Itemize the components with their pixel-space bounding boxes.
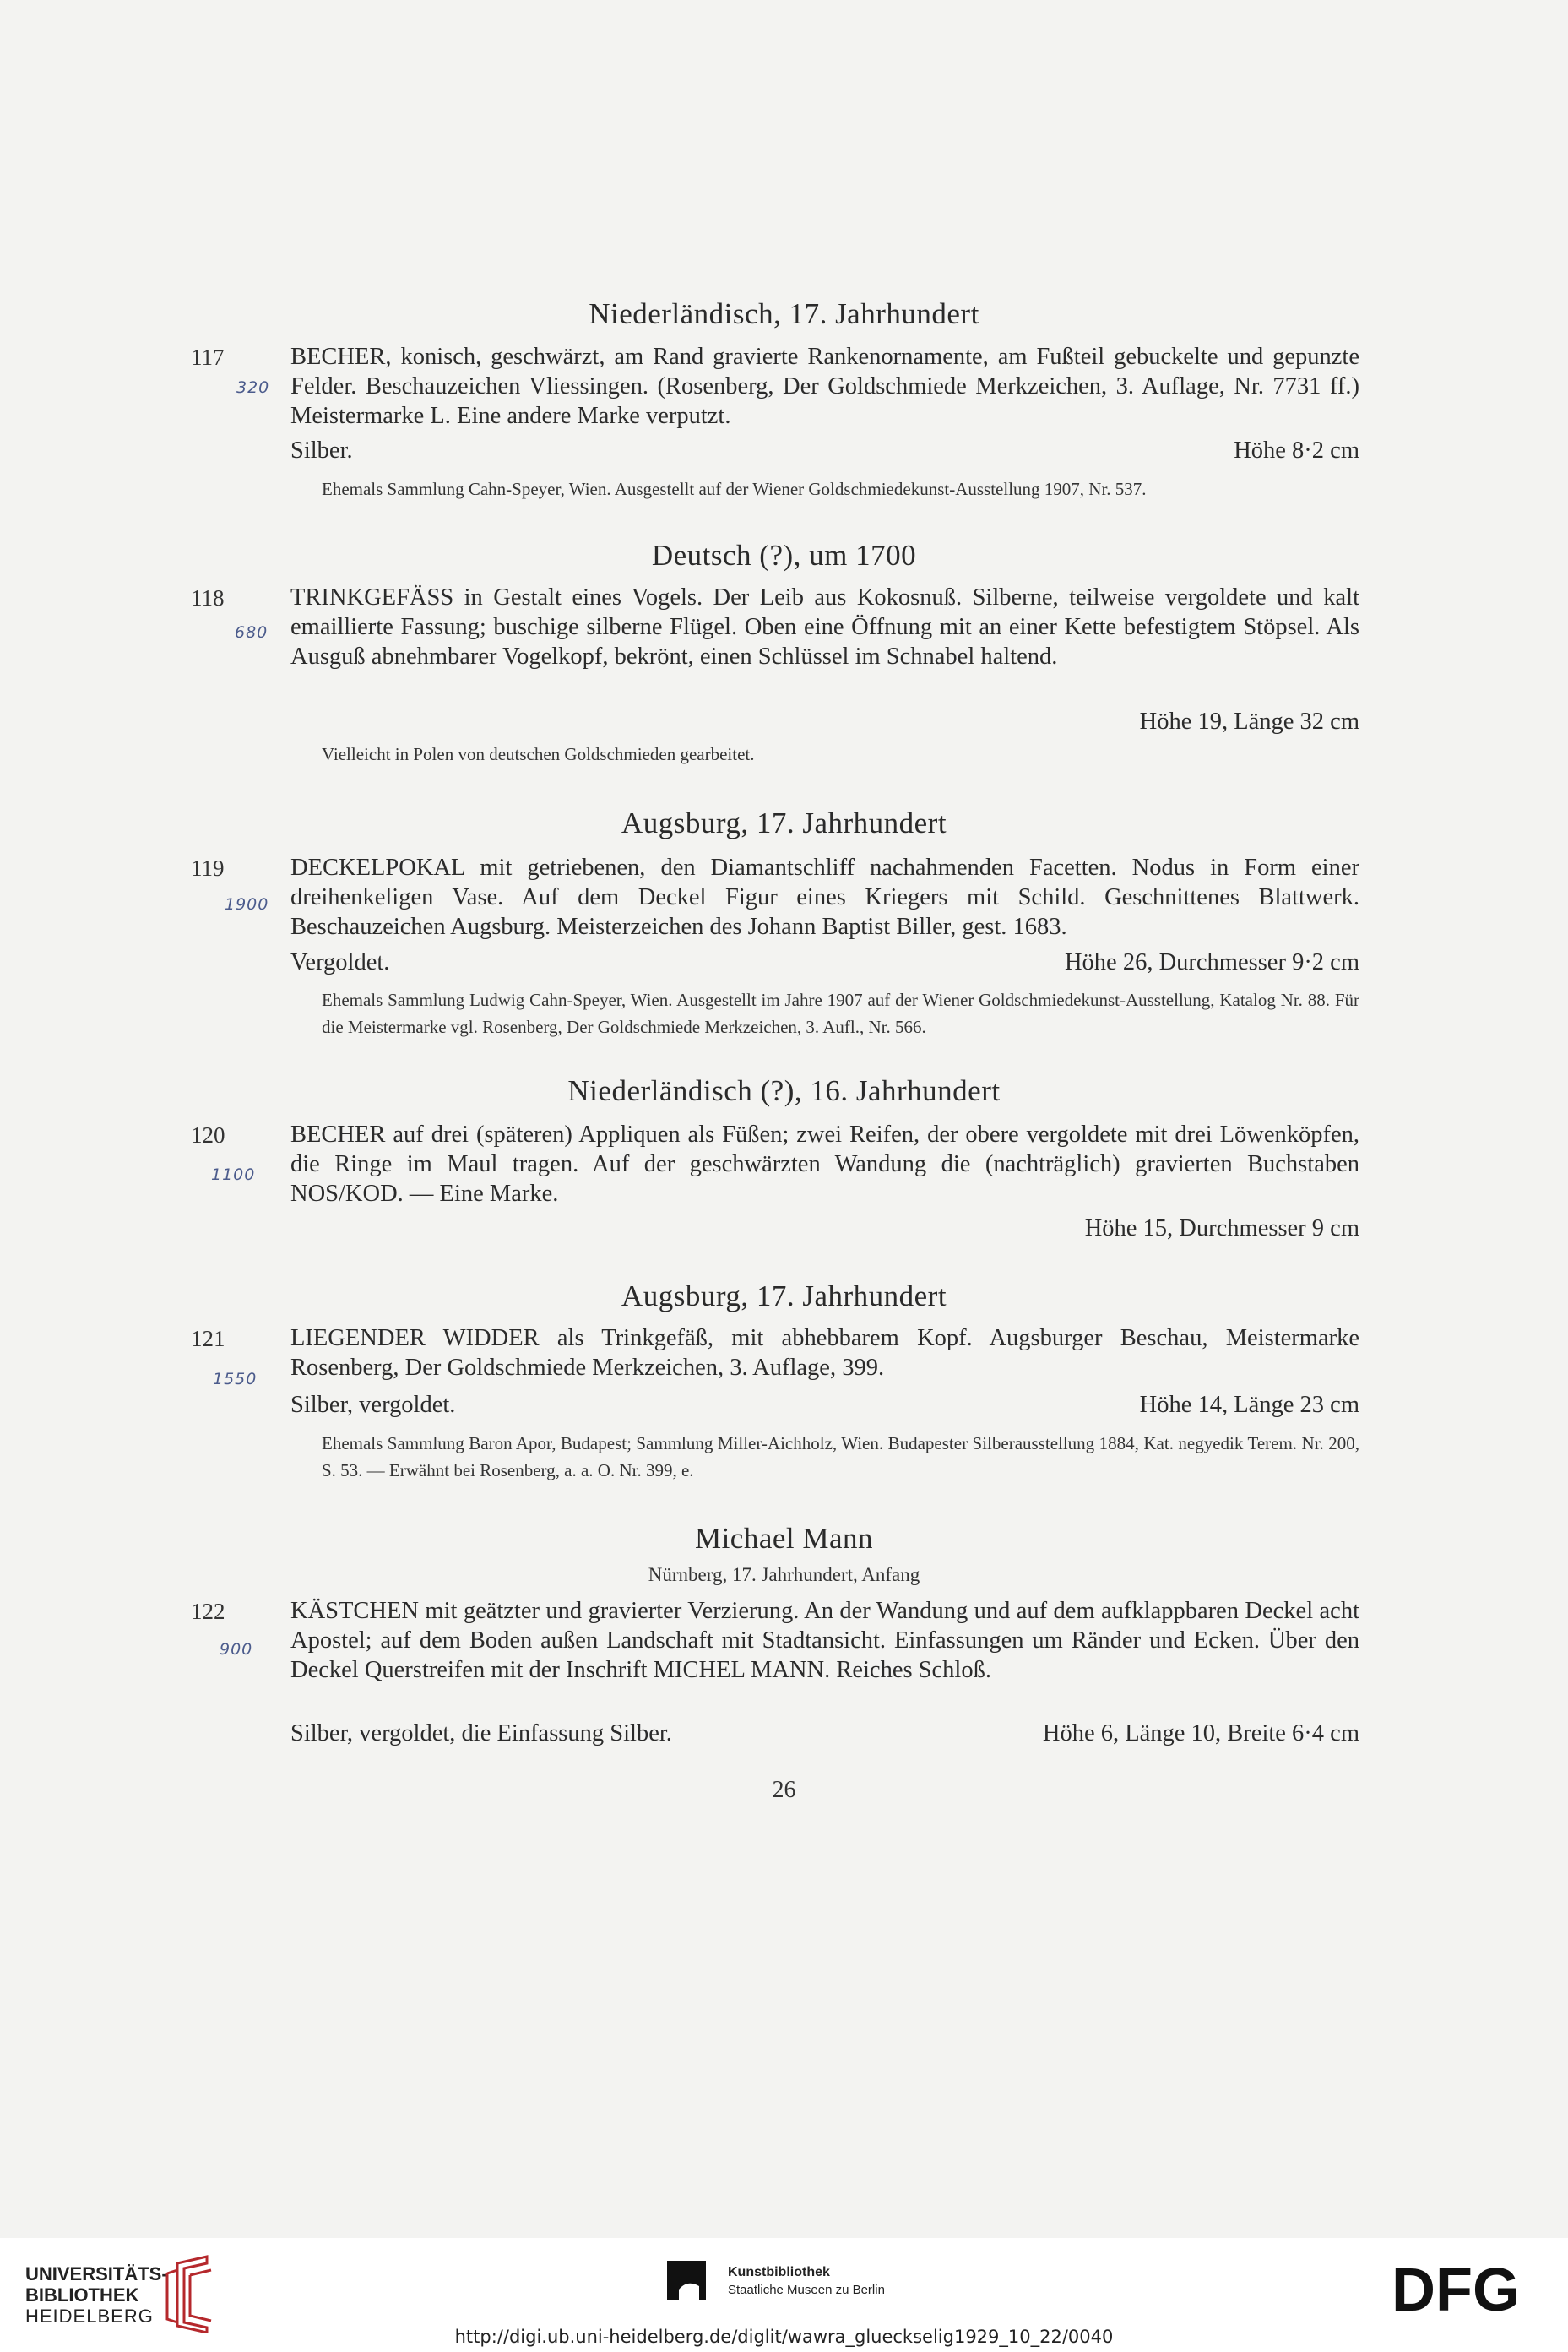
library-line-1: UNIVERSITÄTS- <box>25 2263 168 2284</box>
material-dimension-row <box>290 948 1359 978</box>
section-heading: Niederländisch (?), 16. Jahrhundert <box>567 1074 1001 1107</box>
handwritten-price: 1900 <box>225 895 269 914</box>
section-heading: Deutsch (?), um 1700 <box>651 539 917 572</box>
lot-number: 117 <box>191 345 225 370</box>
handwritten-price: 680 <box>235 623 269 642</box>
digitization-footer <box>0 2238 1568 2352</box>
dimensions-text: Höhe 14, Länge 23 cm <box>1139 1392 1359 1418</box>
kunstbibliothek-label <box>728 2263 885 2299</box>
dfg-logo-icon <box>1392 2260 1548 2319</box>
material-dimension-row <box>290 1214 1359 1244</box>
material-text: Silber. <box>290 437 353 464</box>
material-dimension-row <box>290 1390 1359 1420</box>
provenance-note: Ehemals Sammlung Cahn-Speyer, Wien. Ausgestellt auf der Wiener Goldschmiedekunst-Ausstellung 1907, Nr. 537. <box>322 479 1147 499</box>
handwritten-price: 1100 <box>211 1165 256 1184</box>
section-heading: Niederländisch, 17. Jahrhundert <box>589 297 979 330</box>
lot-number: 119 <box>191 856 225 881</box>
lot-description <box>290 1120 1359 1209</box>
handwritten-price: 320 <box>236 378 270 397</box>
description-text: BECHER auf drei (späteren) Appliquen als Füßen; zwei Reifen, der obere vergoldete mit drei Löwenköpfen, die Ringe im Maul tragen. Auf der geschwärzten Wandung die (nachträglich) gravierten Buchstaben NOS/KOD. — Eine Marke. <box>290 1122 1359 1207</box>
dimensions-text: Höhe 6, Länge 10, Breite 6·4 cm <box>1042 1720 1359 1746</box>
dimensions-text: Höhe 19, Länge 32 cm <box>1139 709 1359 735</box>
description-text: DECKELPOKAL mit getriebenen, den Diamantschliff nachahmenden Facetten. Nodus in Form einer dreihenkeligen Vase. Auf dem Deckel Figur eines Kriegers mit Schild. Geschnittenes Blattwerk. Beschauzeichen Augsburg. Meisterzeichen des Johann Baptist Biller, gest. 1683. <box>290 855 1359 940</box>
description-text: BECHER, konisch, geschwärzt, am Rand gravierte Rankenornamente, am Fußteil gebuckelte und gepunzte Felder. Beschauzeichen Vliessingen. (Rosenberg, Der Goldschmiede Merkzeichen, 3. Auflage, Nr. 7731 ff.) Meistermarke L. Eine andere Marke verputzt. <box>290 344 1359 429</box>
page-number: 26 <box>772 1777 796 1803</box>
library-line-3: HEIDELBERG <box>25 2306 154 2327</box>
lot-number: 121 <box>191 1326 225 1351</box>
provenance-note: Ehemals Sammlung Baron Apor, Budapest; Sammlung Miller-Aichholz, Wien. Budapester Silberausstellung 1884, Kat. negyedik Terem. Nr. 200, S. 53. — Erwähnt bei Rosenberg, a. a. O. Nr. 399, e. <box>322 1433 1359 1480</box>
university-library-logo-icon <box>160 2255 220 2333</box>
kb-subtitle: Staatliche Museen zu Berlin <box>728 2283 885 2297</box>
handwritten-price: 1550 <box>213 1370 258 1388</box>
lot-number: 122 <box>191 1599 225 1624</box>
material-text: Silber, vergoldet, die Einfassung Silber. <box>290 1720 672 1746</box>
material-text: Silber, vergoldet. <box>290 1392 456 1418</box>
lot-description <box>290 853 1359 942</box>
lot-description <box>290 342 1359 431</box>
dimensions-text: Höhe 26, Durchmesser 9·2 cm <box>1064 949 1359 975</box>
dimensions-text: Höhe 15, Durchmesser 9 cm <box>1084 1215 1359 1241</box>
lot-number: 118 <box>191 585 225 611</box>
provenance-note: Ehemals Sammlung Ludwig Cahn-Speyer, Wien. Ausgestellt im Jahre 1907 auf der Wiener Goldschmiedekunst-Ausstellung, Katalog Nr. 88. Für die Meistermarke vgl. Rosenberg, Der Goldschmiede Merkzeichen, 3. Aufl., Nr. 566. <box>322 990 1359 1037</box>
material-dimension-row <box>290 707 1359 737</box>
library-line-2: BIBLIOTHEK <box>25 2284 139 2306</box>
lot-number: 120 <box>191 1122 225 1148</box>
section-heading: Augsburg, 17. Jahrhundert <box>621 807 947 839</box>
kb-title: Kunstbibliothek <box>728 2265 830 2279</box>
dimensions-text: Höhe 8·2 cm <box>1234 437 1359 464</box>
lot-description <box>290 1596 1359 1685</box>
lot-description <box>290 1323 1359 1382</box>
university-library-name <box>25 2263 168 2327</box>
section-heading: Augsburg, 17. Jahrhundert <box>621 1279 947 1312</box>
section-heading: Michael Mann <box>694 1522 874 1555</box>
source-url[interactable]: http://digi.ub.uni-heidelberg.de/diglit/wawra_glueckselig1929_10_22/0040 <box>454 2327 1114 2347</box>
material-dimension-row <box>290 1719 1359 1749</box>
lot-description <box>290 583 1359 671</box>
description-text: LIEGENDER WIDDER als Trinkgefäß, mit abhebbarem Kopf. Augsburger Beschau, Meistermarke Rosenberg, Der Goldschmiede Merkzeichen, 3. Auflage, 399. <box>290 1325 1359 1381</box>
kunstbibliothek-logo-icon <box>667 2261 718 2311</box>
material-text: Vergoldet. <box>290 949 390 975</box>
material-dimension-row <box>290 436 1359 466</box>
dfg-logo-text: DFG <box>1392 2260 1520 2319</box>
section-subheading: Nürnberg, 17. Jahrhundert, Anfang <box>648 1564 920 1585</box>
description-text: KÄSTCHEN mit geätzter und gravierter Verzierung. An der Wandung und auf dem aufklappbaren Deckel acht Apostel; auf dem Boden außen Landschaft mit Stadtansicht. Einfassungen um Ränder und Ecken. Über den Deckel Querstreifen mit der Inschrift MICHEL MANN. Reiches Schloß. <box>290 1598 1359 1683</box>
description-text: TRINKGEFÄSS in Gestalt eines Vogels. Der Leib aus Kokosnuß. Silberne, teilweise vergoldete und kalt emaillierte Fassung; buschige silberne Flügel. Oben eine Öffnung mit an einer Kette befestigtem Stöpsel. Als Ausguß abnehmbarer Vogelkopf, bekrönt, einen Schlüssel im Schnabel haltend. <box>290 584 1359 670</box>
handwritten-price: 900 <box>220 1640 253 1659</box>
provenance-note: Vielleicht in Polen von deutschen Goldschmieden gearbeitet. <box>322 744 755 764</box>
